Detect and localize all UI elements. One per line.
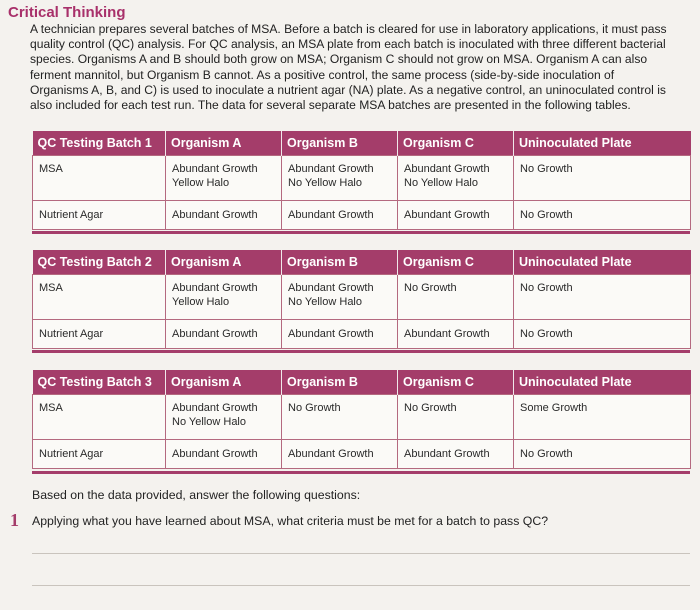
table-row <box>33 156 691 201</box>
table-row <box>33 275 691 320</box>
medium-cell: MSA <box>33 156 166 201</box>
column-header-organism-a: Organism A <box>166 131 282 156</box>
organism-a-cell: Abundant Growth <box>166 320 282 349</box>
organism-a-cell: Abundant Growth <box>166 201 282 230</box>
organism-a-cell: Abundant Growth <box>166 440 282 469</box>
question-text: Applying what you have learned about MSA, what criteria must be met for a batch to pass QC? <box>32 514 549 528</box>
answer-line[interactable] <box>32 585 690 586</box>
column-header-uninoculated: Uninoculated Plate <box>514 250 691 275</box>
table-row <box>33 320 691 349</box>
uninoculated-cell: No Growth <box>514 201 691 230</box>
question-number: 1 <box>10 510 19 530</box>
medium-cell: Nutrient Agar <box>33 201 166 230</box>
column-header-organism-c: Organism C <box>398 131 514 156</box>
column-header-organism-b: Organism B <box>282 131 398 156</box>
organism-b-cell: Abundant Growth No Yellow Halo <box>282 156 398 201</box>
table-title: QC Testing Batch 1 <box>33 131 166 156</box>
table-row <box>33 440 691 469</box>
organism-a-cell: Abundant Growth Yellow Halo <box>166 156 282 201</box>
column-header-organism-a: Organism A <box>166 370 282 395</box>
table-row <box>33 201 691 230</box>
uninoculated-cell: Some Growth <box>514 395 691 440</box>
column-header-uninoculated: Uninoculated Plate <box>514 131 691 156</box>
column-header-organism-a: Organism A <box>166 250 282 275</box>
qc-table-batch-2 <box>32 250 691 349</box>
organism-a-cell: Abundant Growth No Yellow Halo <box>166 395 282 440</box>
qc-table-batch-3 <box>32 370 691 469</box>
organism-b-cell: Abundant Growth <box>282 440 398 469</box>
medium-cell: Nutrient Agar <box>33 320 166 349</box>
uninoculated-cell: No Growth <box>514 440 691 469</box>
intro-paragraph: A technician prepares several batches of MSA. Before a batch is cleared for use in laboratory applications, it must pass quality control (QC) analysis. For QC analysis, an MSA plate from each batch is inoculated with three different bacterial species. Organisms A and B should both grow on MSA; Organism C should not grow on MSA. Organism A can also ferment mannitol, but Organism B cannot. As a positive control, the same process (side-by-side inoculation of Organisms A, B, and C) is used to inoculate a nutrient agar (NA) plate. As a negative control, an uninoculated control is also included for each test run. The data for several separate MSA batches are presented in the following tables. <box>30 22 667 113</box>
medium-cell: MSA <box>33 395 166 440</box>
column-header-organism-b: Organism B <box>282 250 398 275</box>
answer-line[interactable] <box>32 553 690 554</box>
organism-b-cell: Abundant Growth No Yellow Halo <box>282 275 398 320</box>
table-title: QC Testing Batch 3 <box>33 370 166 395</box>
organism-a-cell: Abundant Growth Yellow Halo <box>166 275 282 320</box>
column-header-organism-c: Organism C <box>398 250 514 275</box>
table-divider <box>32 471 690 474</box>
organism-b-cell: Abundant Growth <box>282 201 398 230</box>
column-header-organism-c: Organism C <box>398 370 514 395</box>
uninoculated-cell: No Growth <box>514 275 691 320</box>
table-row <box>33 395 691 440</box>
medium-cell: MSA <box>33 275 166 320</box>
organism-c-cell: No Growth <box>398 395 514 440</box>
column-header-uninoculated: Uninoculated Plate <box>514 370 691 395</box>
organism-c-cell: No Growth <box>398 275 514 320</box>
organism-c-cell: Abundant Growth <box>398 201 514 230</box>
section-heading: Critical Thinking <box>8 4 126 21</box>
uninoculated-cell: No Growth <box>514 156 691 201</box>
organism-c-cell: Abundant Growth <box>398 440 514 469</box>
medium-cell: Nutrient Agar <box>33 440 166 469</box>
organism-c-cell: Abundant Growth No Yellow Halo <box>398 156 514 201</box>
uninoculated-cell: No Growth <box>514 320 691 349</box>
column-header-organism-b: Organism B <box>282 370 398 395</box>
table-title: QC Testing Batch 2 <box>33 250 166 275</box>
organism-b-cell: No Growth <box>282 395 398 440</box>
table-divider <box>32 231 690 234</box>
qc-table-batch-1 <box>32 131 691 230</box>
organism-c-cell: Abundant Growth <box>398 320 514 349</box>
table-divider <box>32 350 690 353</box>
questions-intro: Based on the data provided, answer the following questions: <box>32 488 361 502</box>
organism-b-cell: Abundant Growth <box>282 320 398 349</box>
